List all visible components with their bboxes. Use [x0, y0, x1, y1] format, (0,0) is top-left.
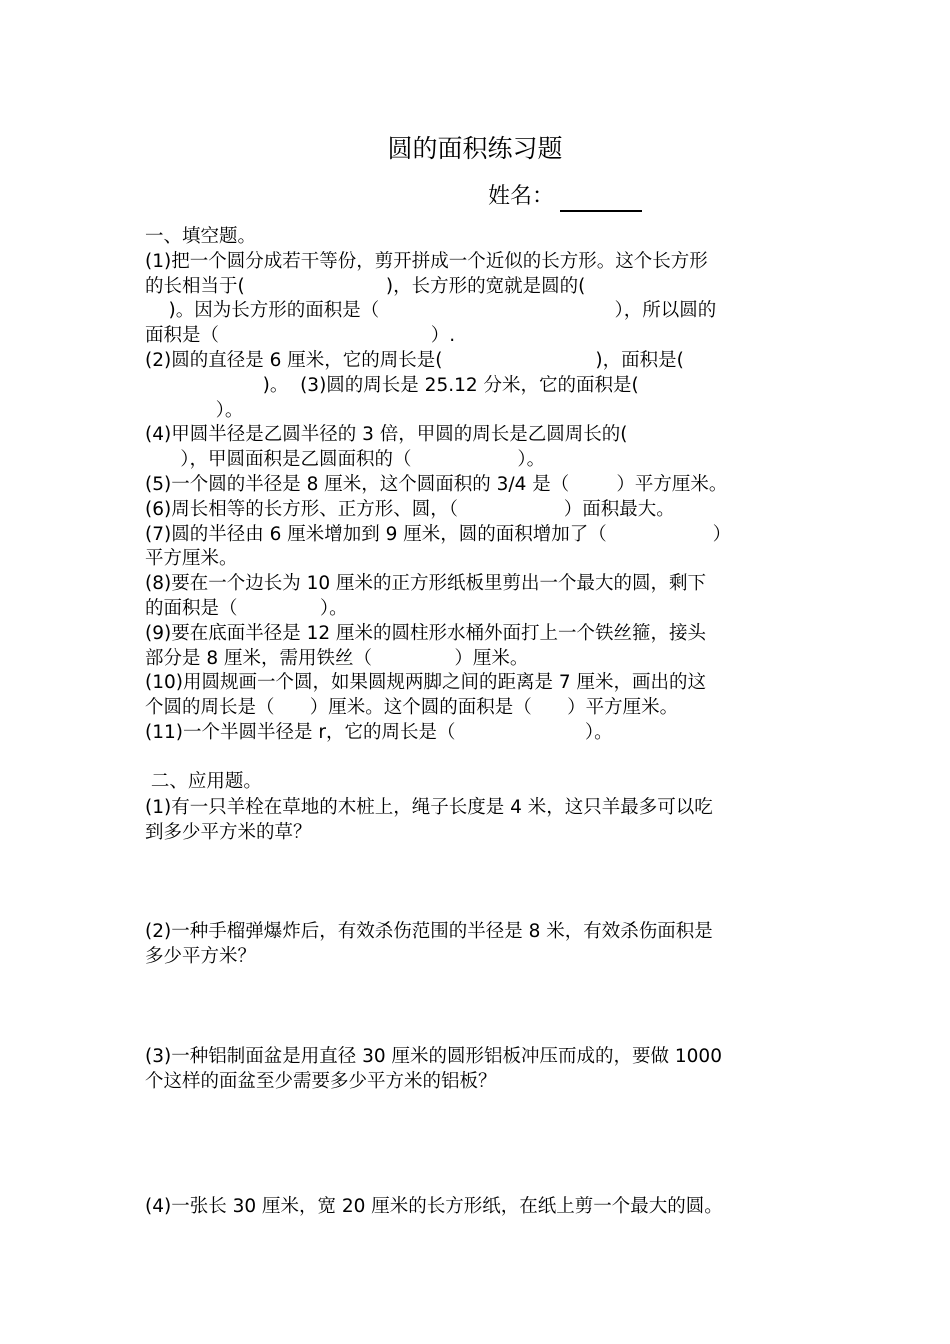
section1-line: 面积是（ ）.: [145, 325, 456, 347]
section2-heading: 二、应用题。: [145, 771, 262, 792]
section1-line: (10)用圆规画一个圆，如果圆规两脚之间的距离是 7 厘米，画出的这: [145, 672, 707, 694]
question-line: (1)有一只羊栓在草地的木桩上，绳子长度是 4 米，这只羊最多可以吃: [145, 797, 713, 818]
section1-heading: 一、填空题。: [145, 226, 257, 247]
section1-line: (7)圆的半径由 6 厘米增加到 9 厘米，圆的面积增加了（ ）: [145, 523, 732, 545]
question-line: 个这样的面盆至少需要多少平方米的铝板？: [145, 1070, 497, 1092]
section1-line: (2)圆的直径是 6 厘米，它的周长是( )，面积是(: [145, 349, 684, 371]
section1-line: (5)一个圆的半径是 8 厘米，这个圆面积的 3/4 是（ ）平方厘米。: [145, 473, 728, 495]
section1-line: 个圆的周长是（ ）厘米。这个圆的面积是（ ）平方厘米。: [145, 697, 679, 719]
section1-line: )。因为长方形的面积是（ ），所以圆的: [145, 300, 717, 322]
question-4: [145, 1195, 810, 1220]
section1-line: (9)要在底面半径是 12 厘米的圆柱形水桶外面打上一个铁丝箍，接头: [145, 622, 707, 644]
question-line: 多少平方米？: [145, 945, 257, 967]
section1-line: (11)一个半圆半径是 r，它的周长是（ ）。: [145, 721, 613, 743]
question-3: [145, 1045, 810, 1095]
section1-line: ），甲圆面积是乙圆面积的（ ）。: [145, 449, 546, 471]
section-fill-in-blanks: [145, 225, 810, 746]
question-line: 到多少平方米的草？: [145, 821, 312, 843]
name-label: 姓名：: [488, 184, 555, 209]
page-title: 圆的面积练习题: [387, 134, 563, 163]
question-1: [145, 796, 810, 846]
question-line: (4)一张长 30 厘米，宽 20 厘米的长方形纸，在纸上剪一个最大的圆。: [145, 1196, 723, 1217]
section1-line: 的面积是（ ）。: [145, 597, 348, 619]
section1-line: (1)把一个圆分成若干等份，剪开拼成一个近似的长方形。这个长方形: [145, 250, 708, 272]
section1-line: 的长相当于( )，长方形的宽就是圆的(: [145, 275, 586, 297]
name-field-row: [488, 182, 642, 212]
question-line: (2)一种手榴弹爆炸后，有效杀伤范围的半径是 8 米，有效杀伤面积是: [145, 921, 713, 942]
question-line: (3)一种铝制面盆是用直径 30 厘米的圆形铝板冲压而成的，要做 1000: [145, 1046, 722, 1067]
section1-line: 平方厘米。: [145, 548, 238, 570]
section1-line: (8)要在一个边长为 10 厘米的正方形纸板里剪出一个最大的圆，剩下: [145, 573, 707, 595]
name-blank-line[interactable]: [560, 188, 642, 212]
section1-line: (6)周长相等的长方形、正方形、圆，（ ）面积最大。: [145, 498, 675, 520]
section1-line: ）。: [145, 399, 244, 421]
section1-line: )。 (3)圆的周长是 25.12 分米，它的面积是(: [145, 374, 639, 396]
section1-line: (4)甲圆半径是乙圆半径的 3 倍，甲圆的周长是乙圆周长的(: [145, 424, 628, 446]
section1-line: 部分是 8 厘米，需用铁丝（ ）厘米。: [145, 647, 529, 669]
section2-heading-block: [145, 770, 810, 795]
question-2: [145, 920, 810, 970]
